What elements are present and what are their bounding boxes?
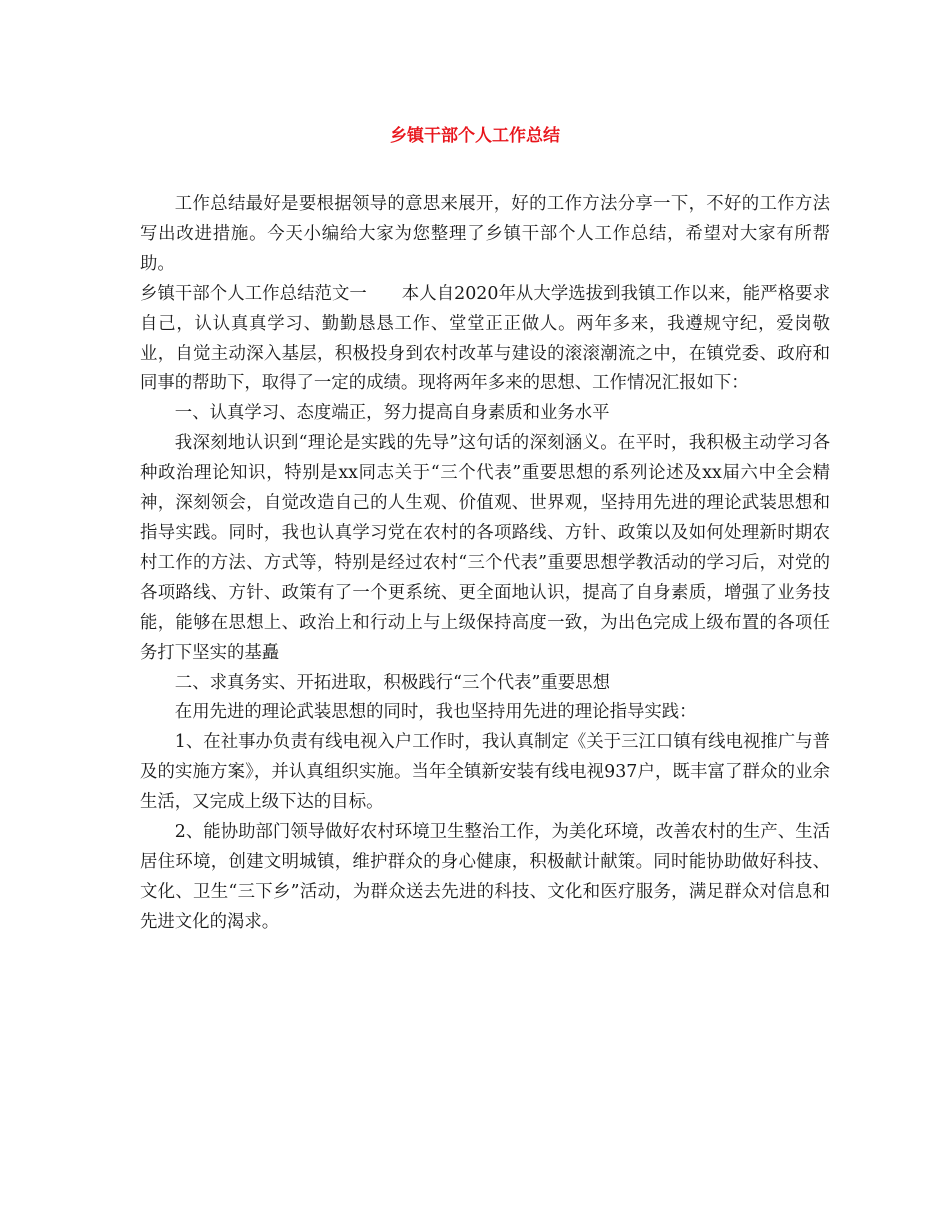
document-title: 乡镇干部个人工作总结 <box>390 126 560 146</box>
paragraph-sample-one: 乡镇干部个人工作总结范文一 本人自2020年从大学选拔到我镇工作以来，能严格要求自己，认认真真学习、勤勤恳恳工作、堂堂正正做人。两年多来，我遵规守纪，爱岗敬业，自觉主动深入基层，积极投身到农村改革与建设的滚滚潮流之中，在镇党委、政府和同事的帮助下，取得了一定的成绩。现将两年多来的思想、工作情况汇报如下： <box>140 283 830 394</box>
paragraph-item-two: 2、能协助部门领导做好农村环境卫生整治工作，为美化环境，改善农村的生产、生活居住环境，创建文明城镇，维护群众的身心健康，积极献计献策。同时能协助做好科技、文化、卫生“三下乡”活动，为群众送去先进的科技、文化和医疗服务，满足群众对信息和先进文化的渴求。 <box>140 822 830 932</box>
section-heading-one: 一、认真学习、态度端正，努力提高自身素质和业务水平 <box>174 403 610 424</box>
paragraph-item-one: 1、在社事办负责有线电视入户工作时，我认真制定《关于三江口镇有线电视推广与普及的实施方案》，并认真组织实施。当年全镇新安装有线电视937户，既丰富了群众的业余生活，又完成上级下达的目标。 <box>140 732 830 813</box>
section-heading-two: 二、求真务实、开拓进取，积极践行“三个代表”重要思想 <box>174 672 610 693</box>
paragraph-study: 我深刻地认识到“理论是实践的先导”这句话的深刻涵义。在平时，我积极主动学习各种政治理论知识，特别是xx同志关于“三个代表”重要思想的系列论述及xx届六中全会精神，深刻领会，自觉改造自己的人生观、价值观、世界观，坚持用先进的理论武装思想和指导实践。同时，我也认真学习党在农村的各项路线、方针、政策以及如何处理新时期农村工作的方法、方式等，特别是经过农村“三个代表”重要思想学教活动的学习后，对党的各项路线、方针、政策有了一个更系统、更全面地认识，提高了自身素质，增强了业务技能，能够在思想上、政治上和行动上与上级保持高度一致，为出色完成上级布置的各项任务打下坚实的基矗 <box>140 433 830 663</box>
document-body <box>140 190 830 938</box>
paragraph-intro: 工作总结最好是要根据领导的意思来展开，好的工作方法分享一下，不好的工作方法写出改进措施。今天小编给大家为您整理了乡镇干部个人工作总结，希望对大家有所帮助。 <box>140 194 830 274</box>
paragraph-practice: 在用先进的理论武装思想的同时，我也坚持用先进的理论指导实践： <box>174 702 697 723</box>
